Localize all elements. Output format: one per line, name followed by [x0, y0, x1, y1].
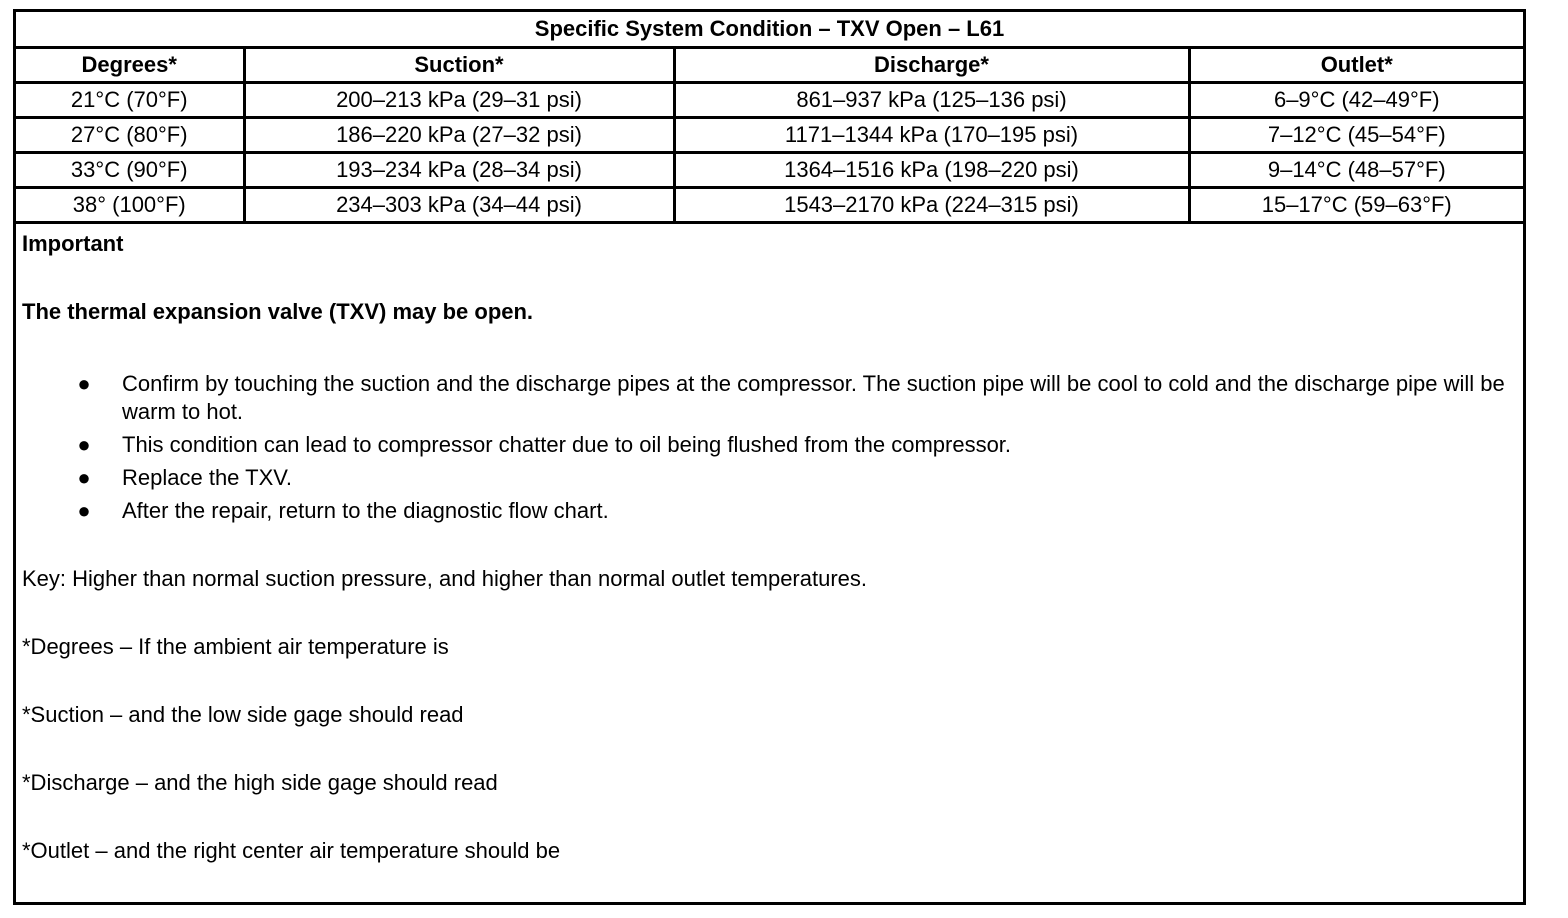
important-label: Important — [22, 230, 124, 256]
header-discharge: Discharge* — [674, 47, 1189, 82]
table-row — [16, 82, 1523, 117]
table-title: Specific System Condition – TXV Open – L61 — [16, 12, 1523, 47]
cell-suction: 200–213 kPa (29–31 psi) — [244, 82, 674, 117]
cell-suction: 234–303 kPa (34–44 psi) — [244, 187, 674, 222]
cell-discharge: 1171–1344 kPa (170–195 psi) — [674, 117, 1189, 152]
bullet-icon: ● — [77, 464, 91, 490]
intro-text: The thermal expansion valve (TXV) may be open. — [22, 298, 534, 324]
table-row — [16, 117, 1523, 152]
footnote-outlet: *Outlet – and the right center air temperature should be — [22, 837, 561, 863]
cell-discharge: 861–937 kPa (125–136 psi) — [674, 82, 1189, 117]
cell-outlet: 9–14°C (48–57°F) — [1189, 152, 1523, 187]
list-item-text: This condition can lead to compressor chatter due to oil being flushed from the compressor. — [122, 431, 1012, 457]
condition-table — [16, 12, 1523, 224]
step-list — [22, 370, 1517, 525]
table-row — [16, 187, 1523, 222]
cell-degrees: 38° (100°F) — [16, 187, 244, 222]
cell-discharge: 1364–1516 kPa (198–220 psi) — [674, 152, 1189, 187]
cell-outlet: 15–17°C (59–63°F) — [1189, 187, 1523, 222]
table-title-row — [16, 12, 1523, 47]
document-sheet — [13, 9, 1526, 905]
list-item-text: Replace the TXV. — [122, 464, 293, 490]
list-item-text: Confirm by touching the suction and the discharge pipes at the compressor. The suction pipe will be cool to cold and the discharge pipe will be warm to hot. — [122, 370, 1505, 424]
cell-degrees: 33°C (90°F) — [16, 152, 244, 187]
cell-suction: 186–220 kPa (27–32 psi) — [244, 117, 674, 152]
cell-suction: 193–234 kPa (28–34 psi) — [244, 152, 674, 187]
table-header-row — [16, 47, 1523, 82]
list-item — [22, 370, 1517, 426]
list-item — [22, 431, 1517, 459]
cell-discharge: 1543–2170 kPa (224–315 psi) — [674, 187, 1189, 222]
key-text: Key: Higher than normal suction pressure, and higher than normal outlet temperatures. — [22, 565, 868, 591]
bullet-icon: ● — [77, 497, 91, 523]
list-item — [22, 497, 1517, 525]
cell-outlet: 7–12°C (45–54°F) — [1189, 117, 1523, 152]
header-suction: Suction* — [244, 47, 674, 82]
header-degrees: Degrees* — [16, 47, 244, 82]
notes-section — [16, 224, 1523, 865]
footnote-degrees: *Degrees – If the ambient air temperature is — [22, 633, 449, 659]
cell-degrees: 27°C (80°F) — [16, 117, 244, 152]
bullet-icon: ● — [77, 370, 91, 396]
footnote-discharge: *Discharge – and the high side gage should read — [22, 769, 498, 795]
cell-outlet: 6–9°C (42–49°F) — [1189, 82, 1523, 117]
cell-degrees: 21°C (70°F) — [16, 82, 244, 117]
bullet-icon: ● — [77, 431, 91, 457]
header-outlet: Outlet* — [1189, 47, 1523, 82]
list-item — [22, 464, 1517, 492]
footnote-suction: *Suction – and the low side gage should read — [22, 701, 464, 727]
table-row — [16, 152, 1523, 187]
list-item-text: After the repair, return to the diagnostic flow chart. — [122, 497, 609, 523]
